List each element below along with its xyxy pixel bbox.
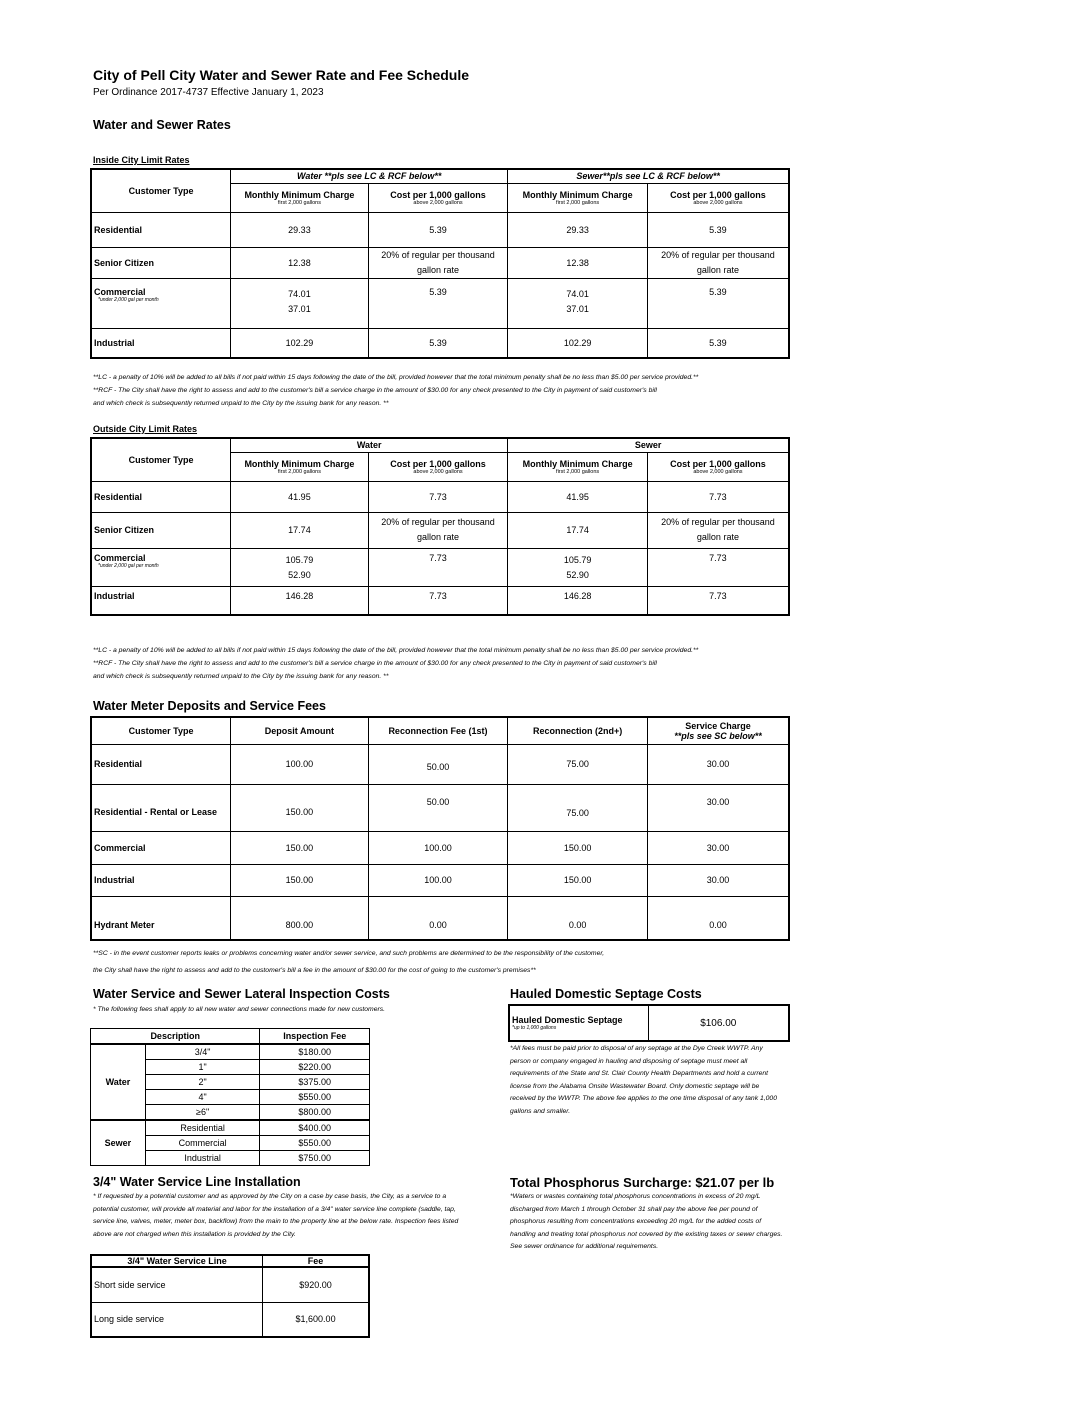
water-min: 12.38 [231, 247, 369, 278]
water-min: 41.95 [231, 481, 369, 512]
water-cost: 5.39 [368, 212, 508, 247]
size: Industrial [145, 1151, 260, 1166]
customer-type: Industrial [91, 328, 231, 358]
customer-type: Residential [91, 212, 231, 247]
sewer-header: Sewer**pls see LC & RCF below** [508, 169, 789, 183]
water-cost: 7.73 [368, 586, 508, 615]
fee: $375.00 [260, 1075, 370, 1090]
description-header: Description [91, 1029, 260, 1045]
deposit-header: Deposit Amount [231, 717, 369, 744]
water-min: 17.74 [231, 512, 369, 548]
service-label: Long side service [91, 1302, 263, 1337]
size: Commercial [145, 1136, 260, 1151]
inside-label: Inside City Limit Rates [93, 155, 190, 165]
deposits-notes: **SC - in the event customer reports leaks or problems concerning water and/or sewer service, and such problems are determined to be the responsibility of the customer, the City shall have the right to assess and add to the customer's bill a fee in the amount of $30.00 for the cost of going to the customer's premises** [93, 950, 605, 974]
outside-label: Outside City Limit Rates [93, 424, 198, 434]
table-row [91, 896, 789, 940]
water-min: 102.29 [231, 328, 369, 358]
customer-type: Industrial [91, 864, 231, 896]
service-charge-header: Service Charge **pls see SC below** [647, 717, 789, 744]
size: 4" [145, 1090, 260, 1105]
fee: $750.00 [260, 1151, 370, 1166]
sewer-label: Sewer [91, 1120, 146, 1166]
min-charge-header: Monthly Minimum Charge first 2,000 gallons [231, 452, 369, 481]
water-min: 105.79 52.90 [231, 548, 369, 586]
water-cost: 7.73 [368, 548, 508, 586]
cost-header: Cost per 1,000 gallons above 2,000 gallons [368, 452, 508, 481]
service-line-table [90, 1254, 370, 1338]
table-row [91, 1267, 369, 1302]
table-row [91, 1302, 369, 1337]
sewer-cost: 7.73 [647, 481, 789, 512]
reconnection-1st: 0.00 [368, 896, 508, 940]
septage-label: Hauled Domestic Septage *up to 1,000 gallons [509, 1005, 648, 1041]
fee: $180.00 [260, 1044, 370, 1060]
deposit-amount: 100.00 [231, 744, 369, 784]
reconnection-2nd: 150.00 [508, 831, 648, 864]
reconnection-1st: 100.00 [368, 864, 508, 896]
table-row [91, 328, 789, 358]
sewer-cost: 7.73 [647, 586, 789, 615]
customer-type-header: Customer Type [91, 169, 231, 212]
sewer-min: 17.74 [508, 512, 648, 548]
service-charge: 30.00 [647, 831, 789, 864]
sewer-min: 74.01 37.01 [508, 278, 648, 328]
cost-header: Cost per 1,000 gallons above 2,000 gallons [647, 183, 789, 212]
deposit-amount: 150.00 [231, 831, 369, 864]
customer-type: Commercial *under 2,000 gal per month [91, 278, 231, 328]
size: Residential [145, 1120, 260, 1136]
rates-heading: Water and Sewer Rates [93, 118, 231, 132]
septage-heading: Hauled Domestic Septage Costs [510, 987, 702, 1001]
customer-type: Residential [91, 481, 231, 512]
table-row [91, 744, 789, 784]
inspection-fee-header: Inspection Fee [260, 1029, 370, 1045]
table-row [91, 586, 789, 615]
service-label: Short side service [91, 1267, 263, 1302]
reconnection-2nd: 150.00 [508, 864, 648, 896]
customer-type: Senior Citizen [91, 247, 231, 278]
table-row [91, 548, 789, 586]
table-row [91, 831, 789, 864]
sewer-cost: 20% of regular per thousand gallon rate [647, 512, 789, 548]
service-charge: 0.00 [647, 896, 789, 940]
inspection-note: * The following fees shall apply to all new water and sewer connections made for new customers. [93, 1006, 386, 1013]
reconnection-2nd: 0.00 [508, 896, 648, 940]
reconnection-1st-header: Reconnection Fee (1st) [368, 717, 508, 744]
table-row [91, 512, 789, 548]
sewer-cost: 5.39 [647, 278, 789, 328]
min-charge-header: Monthly Minimum Charge first 2,000 gallons [231, 183, 369, 212]
phosphorus-heading: Total Phosphorus Surcharge: $21.07 per lb [510, 1175, 775, 1190]
table-row [91, 864, 789, 896]
table-row [91, 1120, 370, 1136]
table-row [91, 212, 789, 247]
service-line-heading: 3/4" Water Service Line Installation [93, 1175, 301, 1189]
customer-type: Residential - Rental or Lease [91, 784, 231, 831]
water-cost: 20% of regular per thousand gallon rate [368, 247, 508, 278]
reconnection-2nd-header: Reconnection (2nd+) [508, 717, 648, 744]
water-cost: 7.73 [368, 481, 508, 512]
service-charge: 30.00 [647, 864, 789, 896]
reconnection-1st: 50.00 [368, 784, 508, 831]
water-header: Water **pls see LC & RCF below** [231, 169, 508, 183]
inspection-heading: Water Service and Sewer Lateral Inspection Costs [93, 987, 390, 1001]
sewer-min: 146.28 [508, 586, 648, 615]
customer-type: Commercial *under 2,000 gal per month [91, 548, 231, 586]
reconnection-1st: 100.00 [368, 831, 508, 864]
size: ≥6" [145, 1105, 260, 1121]
fee: $220.00 [260, 1060, 370, 1075]
sewer-cost: 5.39 [647, 328, 789, 358]
min-charge-header: Monthly Minimum Charge first 2,000 gallons [508, 183, 648, 212]
deposit-amount: 150.00 [231, 864, 369, 896]
page-subtitle: Per Ordinance 2017-4737 Effective January 1, 2023 [93, 87, 324, 98]
service-charge: 30.00 [647, 784, 789, 831]
phosphorus-note: *Waters or wastes containing total phosphorus concentrations in excess of 20 mg/L discharged from March 1 through October 31 shall pay the above fee per pound of phosphorus resulting from concentrations exceeding 20 mg/L for the added costs of handling and treating total phosphorus not covered by the existing taxes or sewer charges. See sewer ordinance for additional requirements. [510, 1193, 783, 1250]
inside-notes: **LC - a penalty of 10% will be added to all bills if not paid within 15 days following the date of the bill, provided however that the total minimum penalty shall be no less than $5.00 per service provided.** **RCF - The City shall have the right to assess and add to the customer's bill a service charge in the amount of $30.00 for any check presented to the City in payment of said customer's bill and which check is subsequently returned unpaid to the City by the issuing bank for any reason. ** [93, 374, 699, 407]
sewer-cost: 5.39 [647, 212, 789, 247]
reconnection-2nd: 75.00 [508, 744, 648, 784]
fee: $1,600.00 [263, 1302, 369, 1337]
septage-note: *All fees must be paid prior to disposal of any septage at the Dye Creek WWTP. Any person or company engaged in hauling and disposing of septage must meet all requirements of the State and St. Clair County Health Departments and hold a current license from the Alabama Onsite Wastewater Board. Only domestic septage will be received by the WWTP. The above fee applies to the one time disposal of any tank 1,000 gallons and smaller. [510, 1045, 777, 1115]
size: 2" [145, 1075, 260, 1090]
sewer-min: 105.79 52.90 [508, 548, 648, 586]
min-charge-header: Monthly Minimum Charge first 2,000 gallons [508, 452, 648, 481]
sewer-min: 102.29 [508, 328, 648, 358]
table-row [91, 784, 789, 831]
fee: $920.00 [263, 1267, 369, 1302]
inspection-table [90, 1028, 370, 1166]
outside-notes: **LC - a penalty of 10% will be added to all bills if not paid within 15 days following the date of the bill, provided however that the total minimum penalty shall be no less than $5.00 per service provided.** **RCF - The City shall have the right to assess and add to the customer's bill a service charge in the amount of $30.00 for any check presented to the City in payment of said customer's bill and which check is subsequently returned unpaid to the City by the issuing bank for any reason. ** [93, 647, 699, 680]
table-row [91, 278, 789, 328]
customer-type-header: Customer Type [91, 438, 231, 481]
reconnection-2nd: 75.00 [508, 784, 648, 831]
water-label: Water [91, 1044, 146, 1120]
service-line-header: 3/4" Water Service Line [91, 1255, 263, 1267]
fee: $550.00 [260, 1136, 370, 1151]
customer-type-header: Customer Type [91, 717, 231, 744]
deposit-amount: 800.00 [231, 896, 369, 940]
cost-header: Cost per 1,000 gallons above 2,000 gallons [647, 452, 789, 481]
customer-type: Hydrant Meter [91, 896, 231, 940]
sewer-min: 29.33 [508, 212, 648, 247]
page-title: City of Pell City Water and Sewer Rate and Fee Schedule [93, 67, 470, 83]
water-min: 29.33 [231, 212, 369, 247]
water-cost: 5.39 [368, 278, 508, 328]
water-min: 146.28 [231, 586, 369, 615]
water-cost: 5.39 [368, 328, 508, 358]
sewer-min: 12.38 [508, 247, 648, 278]
fee-header: Fee [263, 1255, 369, 1267]
sewer-cost: 7.73 [647, 548, 789, 586]
size: 3/4" [145, 1044, 260, 1060]
table-row [91, 1044, 370, 1060]
customer-type: Senior Citizen [91, 512, 231, 548]
table-row [91, 247, 789, 278]
cost-header: Cost per 1,000 gallons above 2,000 gallons [368, 183, 508, 212]
inside-rates-table [90, 168, 790, 359]
water-cost: 20% of regular per thousand gallon rate [368, 512, 508, 548]
size: 1" [145, 1060, 260, 1075]
outside-rates-table [90, 437, 790, 616]
water-min: 74.01 37.01 [231, 278, 369, 328]
fee: $400.00 [260, 1120, 370, 1136]
sewer-header: Sewer [508, 438, 789, 452]
septage-fee: $106.00 [648, 1005, 789, 1041]
sewer-min: 41.95 [508, 481, 648, 512]
customer-type: Commercial [91, 831, 231, 864]
service-line-note: * If requested by a potential customer and as approved by the City on a case by case basis, the City, as a service to a potential customer, will provide all material and labor for the installation of a 3/4" water service line complete (saddle, tap, service line, valves, meter, meter box, backflow) from the main to the property line at the below rate. Inspection fees listed above are not charged when this installation is provided by the City. [93, 1193, 459, 1238]
septage-table [508, 1004, 790, 1042]
service-charge: 30.00 [647, 744, 789, 784]
sewer-cost: 20% of regular per thousand gallon rate [647, 247, 789, 278]
fee: $800.00 [260, 1105, 370, 1121]
reconnection-1st: 50.00 [368, 744, 508, 784]
customer-type: Residential [91, 744, 231, 784]
deposit-amount: 150.00 [231, 784, 369, 831]
water-header: Water [231, 438, 508, 452]
deposits-table [90, 716, 790, 941]
customer-type: Industrial [91, 586, 231, 615]
deposits-heading: Water Meter Deposits and Service Fees [93, 699, 326, 713]
fee: $550.00 [260, 1090, 370, 1105]
table-row [91, 481, 789, 512]
